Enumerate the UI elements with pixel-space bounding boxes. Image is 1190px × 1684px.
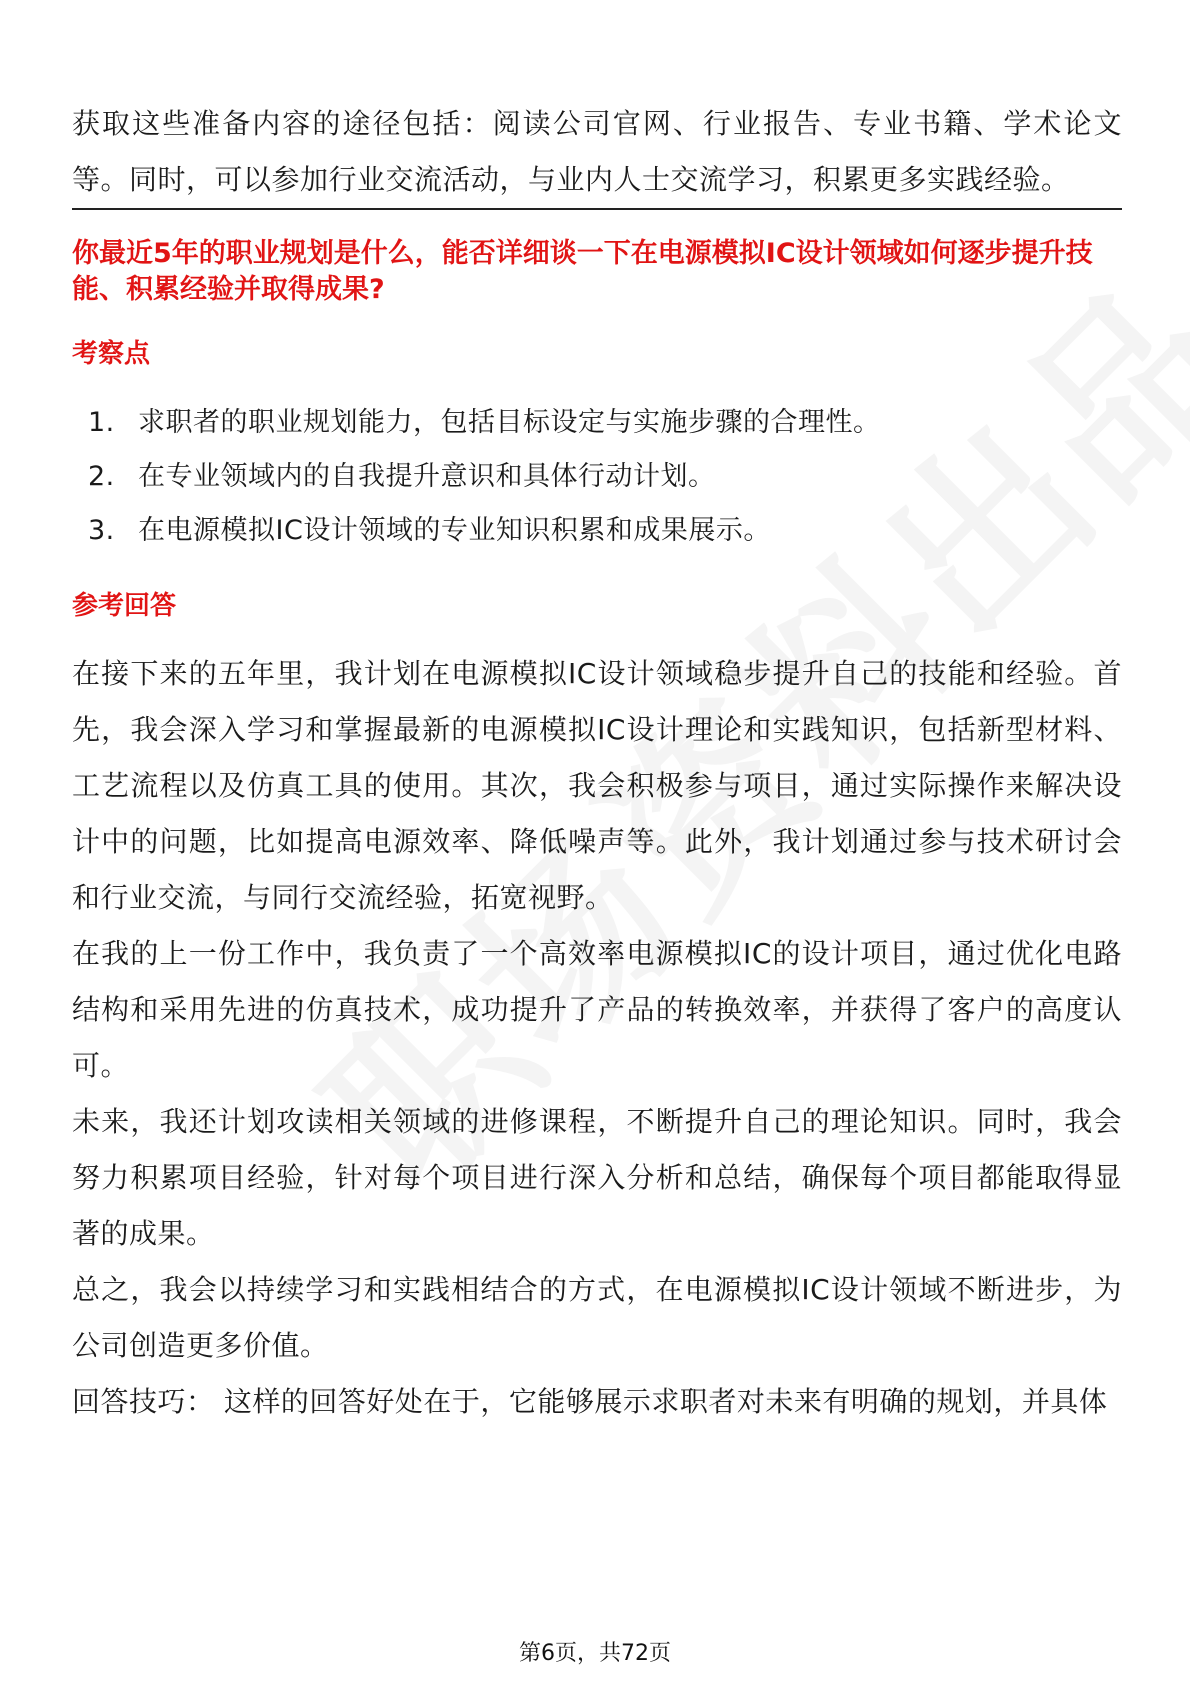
- exam-points-list: [72, 396, 1122, 558]
- question-heading: 你最近5年的职业规划是什么，能否详细谈一下在电源模拟IC设计领域如何逐步提升技能、积累经验并取得成果?: [72, 238, 1093, 305]
- list-item-number: 3.: [88, 515, 115, 546]
- answer-paragraph: 总之，我会以持续学习和实践相结合的方式，在电源模拟IC设计领域不断进步，为公司创造更多价值。: [72, 1273, 1122, 1362]
- page-content: [72, 96, 1122, 1430]
- answer-paragraph: 在接下来的五年里，我计划在电源模拟IC设计领域稳步提升自己的技能和经验。首先，我会深入学习和掌握最新的电源模拟IC设计理论和实践知识，包括新型材料、工艺流程以及仿真工具的使用。其次，我会积极参与项目，通过实际操作来解决设计中的问题，比如提高电源效率、降低噪声等。此外，我计划通过参与技术研讨会和行业交流，与同行交流经验，拓宽视野。: [72, 657, 1122, 914]
- list-item: [72, 396, 1122, 450]
- list-item: [72, 450, 1122, 504]
- intro-paragraph: 获取这些准备内容的途径包括：阅读公司官网、行业报告、专业书籍、学术论文等。同时，可以参加行业交流活动，与业内人士交流学习，积累更多实践经验。: [72, 107, 1122, 196]
- answer-title: 参考回答: [72, 591, 177, 621]
- list-item-text: 求职者的职业规划能力，包括目标设定与实施步骤的合理性。: [138, 407, 881, 438]
- list-item-text: 在专业领域内的自我提升意识和具体行动计划。: [138, 461, 716, 492]
- list-item-text: 在电源模拟IC设计领域的专业知识积累和成果展示。: [138, 515, 771, 546]
- list-item-number: 2.: [88, 461, 115, 492]
- answer-tips: 回答技巧： 这样的回答好处在于，它能够展示求职者对未来有明确的规划，并具体: [72, 1385, 1108, 1418]
- exam-points-title: 考察点: [72, 339, 151, 369]
- answer-paragraph: 未来，我还计划攻读相关领域的进修课程，不断提升自己的理论知识。同时，我会努力积累项目经验，针对每个项目进行深入分析和总结，确保每个项目都能取得显著的成果。: [72, 1105, 1122, 1250]
- answer-paragraph: 在我的上一份工作中，我负责了一个高效率电源模拟IC的设计项目，通过优化电路结构和采用先进的仿真技术，成功提升了产品的转换效率，并获得了客户的高度认可。: [72, 937, 1122, 1082]
- page-footer: 第6页，共72页: [519, 1641, 671, 1666]
- section-divider: [72, 208, 1122, 210]
- list-item-number: 1.: [88, 407, 115, 438]
- list-item: [72, 504, 1122, 558]
